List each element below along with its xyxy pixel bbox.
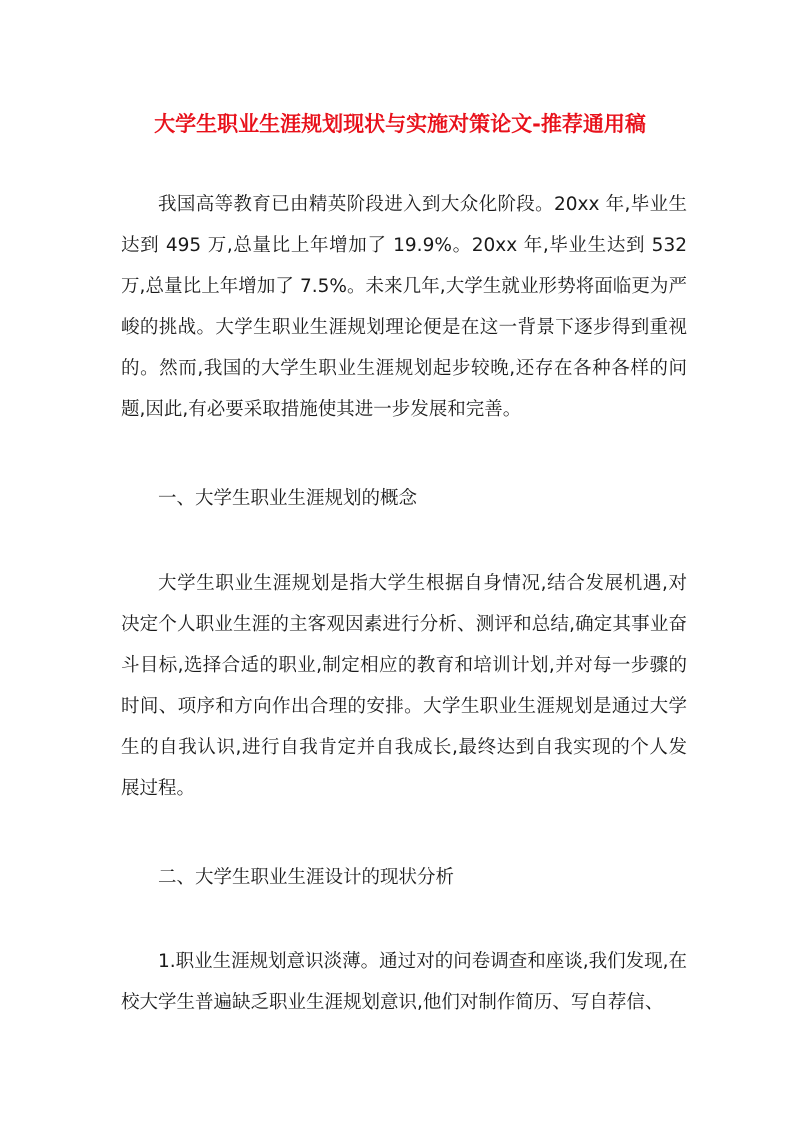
section-heading-1: 一、大学生职业生涯规划的概念 <box>158 488 418 509</box>
concept-paragraph: 大学生职业生涯规划是指大学生根据自身情况,结合发展机遇,对决定个人职业生涯的主客观因素进行分析、测评和总结,确定其事业奋斗目标,选择合适的职业,制定相应的教育和培训计划,并对每一步骤的时间、项序和方向作出合理的安排。大学生职业生涯规划是通过大学生的自我认识,进行自我肯定并自我成长,最终达到自我实现的个人发展过程。 <box>121 573 687 799</box>
section-heading-2: 二、大学生职业生涯设计的现状分析 <box>158 867 455 888</box>
status-paragraph: 1.职业生涯规划意识淡薄。通过对的问卷调查和座谈,我们发现,在校大学生普遍缺乏职业生涯规划意识,他们对制作简历、写自荐信、 <box>121 951 687 1013</box>
document-title: 大学生职业生涯规划现状与实施对策论文-推荐通用稿 <box>154 112 646 136</box>
intro-paragraph: 我国高等教育已由精英阶段进入到大众化阶段。20xx 年,毕业生达到 495 万,总量比上年增加了 19.9%。20xx 年,毕业生达到 532 万,总量比上年增加了 7.5%。未来几年,大学生就业形势将面临更为严峻的挑战。大学生职业生涯规划理论便是在这一背景下逐步得到重视的。然而,我国的大学生职业生涯规划起步较晚,还存在各种各样的问题,因此,有必要采取措施使其进一步发展和完善。 <box>121 194 687 420</box>
